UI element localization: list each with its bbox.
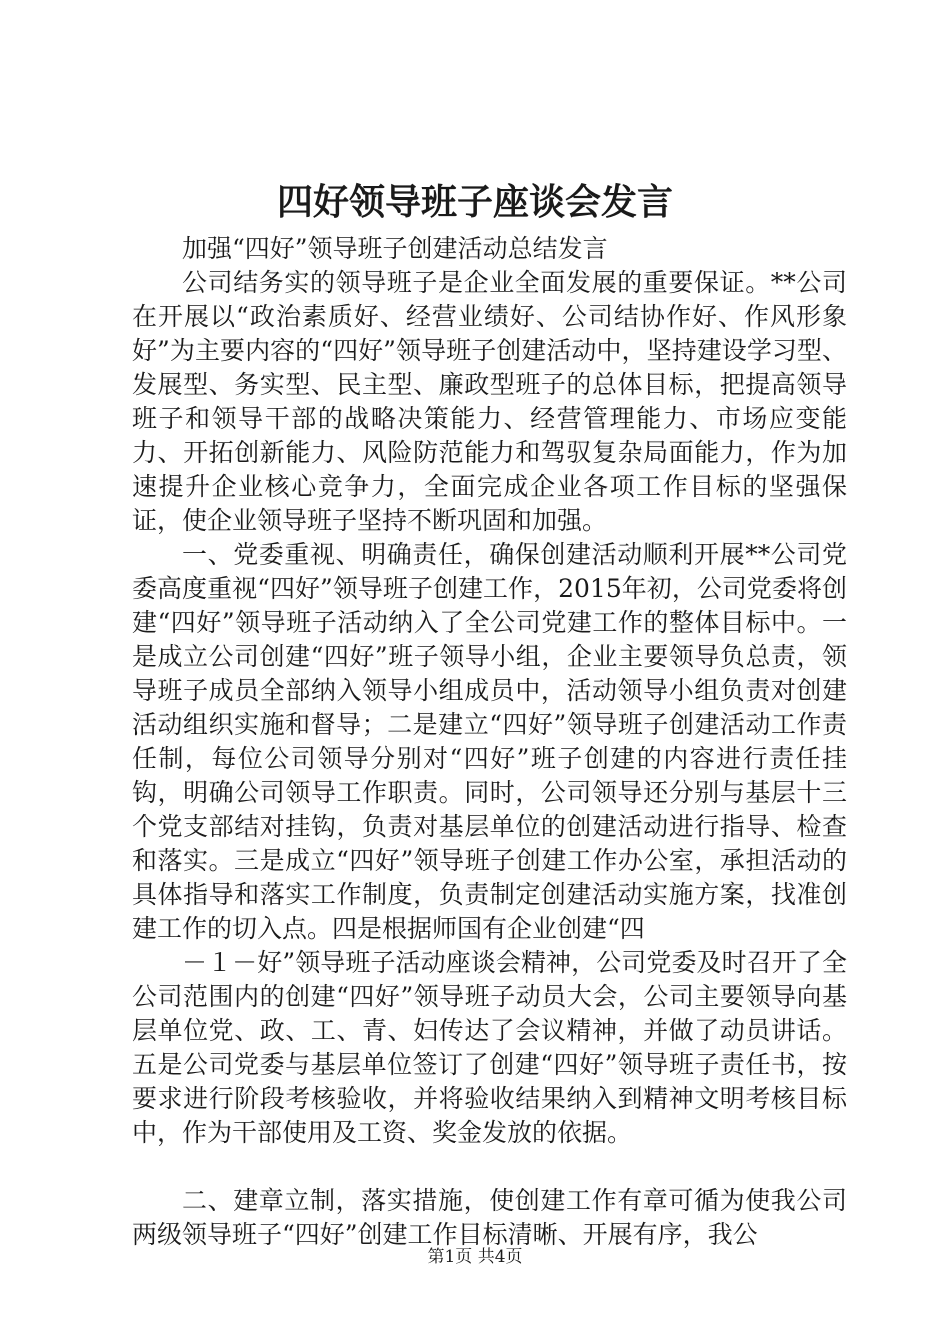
paragraph-subtitle: 加强“四好”领导班子创建活动总结发言 (182, 234, 608, 263)
paragraph-section-one-continued: －１－好”领导班子活动座谈会精神，公司党委及时召开了全公司范围内的创建“四好”领导班子动员大会，公司主要领导向基层单位党、政、工、青、妇传达了会议精神，并做了动员讲话。五是公司党委与基层单位签订了创建“四好”领导班子责任书，按要求进行阶段考核验收，并将验收结果纳入到精神文明考核目标中，作为干部使用及工资、奖金发放的依据。 (132, 948, 847, 1147)
paragraph-section-two: 二、建章立制，落实措施，使创建工作有章可循为使我公司两级领导班子“四好”创建工作目标清晰、开展有序，我公 (132, 1186, 847, 1249)
paragraph-intro: 公司结务实的领导班子是企业全面发展的重要保证。**公司在开展以“政治素质好、经营业绩好、公司结协作好、作风形象好”为主要内容的“四好”领导班子创建活动中，坚持建设学习型、发展型、务实型、民主型、廉政型班子的总体目标，把提高领导班子和领导干部的战略决策能力、经营管理能力、市场应变能力、开拓创新能力、风险防范能力和驾驭复杂局面能力，作为加速提升企业核心竞争力，全面完成企业各项工作目标的坚强保证，使企业领导班子坚持不断巩固和加强。 (132, 268, 847, 535)
document-title: 四好领导班子座谈会发言 (276, 181, 673, 223)
page-footer: 第1页 共4页 (427, 1247, 523, 1267)
paragraph-section-one: 一、党委重视、明确责任，确保创建活动顺利开展**公司党委高度重视“四好”领导班子创建工作，2015年初，公司党委将创建“四好”领导班子活动纳入了全公司党建工作的整体目标中。一是成立公司创建“四好”班子领导小组，企业主要领导负总责，领导班子成员全部纳入领导小组成员中，活动领导小组负责对创建活动组织实施和督导；二是建立“四好”领导班子创建活动工作责任制，每位公司领导分别对“四好”班子创建的内容进行责任挂钩，明确公司领导工作职责。同时，公司领导还分别与基层十三个党支部结对挂钩，负责对基层单位的创建活动进行指导、检查和落实。三是成立“四好”领导班子创建工作办公室，承担活动的具体指导和落实工作制度，负责制定创建活动实施方案，找准创建工作的切入点。四是根据师国有企业创建“四 (132, 540, 847, 943)
document-body (132, 232, 847, 1252)
